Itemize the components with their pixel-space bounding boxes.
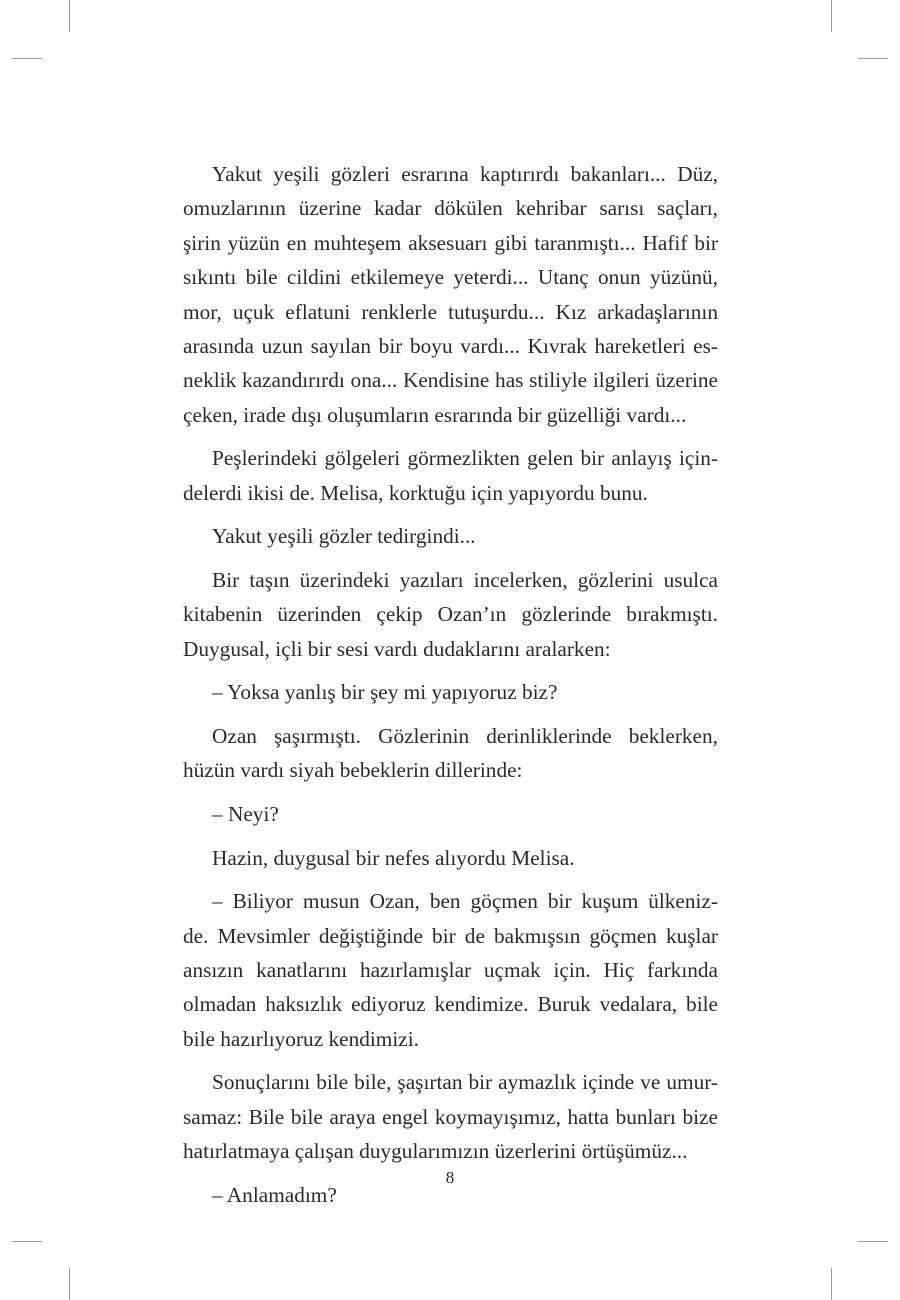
text-line: ansızın kanatlarını hazırlamışlar uçmak için. Hiç farkında: [183, 958, 718, 983]
text-line: – Neyi?: [212, 802, 279, 827]
text-line: – Biliyor musun Ozan, ben göçmen bir kuşum ülkeniz-: [212, 889, 718, 914]
text-line: arasında uzun sayılan bir boyu vardı... Kıvrak hareketleri es-: [183, 334, 718, 359]
paragraph: [183, 675, 718, 709]
crop-mark-top-left-vertical: [69, 0, 70, 32]
text-line: neklik kazandırırdı ona... Kendisine has stiliyle ilgileri üzerine: [183, 368, 718, 393]
text-line: bile hazırlıyoruz kendimizi.: [183, 1026, 419, 1051]
crop-mark-top-right-vertical: [831, 0, 832, 32]
text-line: hüzün vardı siyah bebeklerin dillerinde:: [183, 758, 523, 783]
text-line: hatırlatmaya çalışan duygularımızın üzerlerini örtüşümüz...: [183, 1139, 688, 1164]
text-line: – Yoksa yanlış bir şey mi yapıyoruz biz?: [212, 680, 558, 705]
crop-mark-bottom-right-vertical: [831, 1268, 832, 1300]
text-line: Bir taşın üzerindeki yazıları incelerken, gözlerini usulca: [212, 568, 718, 593]
text-line: de. Mevsimler değiştiğinde bir de bakmışsın göçmen kuşlar: [183, 923, 718, 948]
text-line: Hazin, duygusal bir nefes alıyordu Melisa.: [212, 845, 575, 870]
paragraph: [183, 1065, 718, 1168]
text-line: Sonuçlarını bile bile, şaşırtan bir aymazlık içinde ve umur-: [212, 1070, 718, 1095]
paragraph: [183, 841, 718, 875]
text-line: Duygusal, içli bir sesi vardı dudaklarını aralarken:: [183, 636, 611, 661]
paragraph: [183, 441, 718, 510]
crop-mark-bottom-left-vertical: [69, 1268, 70, 1300]
text-line: çeken, irade dışı oluşumların esrarında bir güzelliği vardı...: [183, 402, 687, 427]
text-line: mor, uçuk eflatuni renklerle tutuşurdu... Kız arkadaşlarının: [183, 299, 718, 324]
crop-mark-bottom-right-horizontal: [858, 1241, 888, 1242]
text-line: Yakut yeşili gözleri esrarına kaptırırdı bakanları... Düz,: [212, 162, 718, 186]
text-line: Yakut yeşili gözler tedirgindi...: [212, 524, 476, 549]
paragraph: [183, 884, 718, 1056]
text-line: delerdi ikisi de. Melisa, korktuğu için yapıyordu bunu.: [183, 480, 648, 505]
paragraph: [183, 157, 718, 432]
text-line: olmadan haksızlık ediyoruz kendimize. Buruk vedalara, bile: [183, 992, 718, 1017]
text-line: omuzlarının üzerine kadar dökülen kehribar sarısı saçları,: [183, 196, 718, 221]
text-line: – Anlamadım?: [212, 1182, 337, 1207]
paragraph: [183, 797, 718, 831]
text-line: kitabenin üzerinden çekip Ozan’ın gözlerinde bırakmıştı.: [183, 602, 718, 627]
text-line: samaz: Bile bile araya engel koymayışımız, hatta bunları bize: [183, 1104, 718, 1129]
text-line: Peşlerindeki gölgeleri görmezlikten gelen bir anlayış için-: [212, 446, 718, 471]
crop-mark-top-left-horizontal: [12, 58, 42, 59]
paragraph: [183, 519, 718, 553]
page-number: 8: [445, 1168, 455, 1187]
text-line: şirin yüzün en muhteşem aksesuarı gibi taranmıştı... Hafif bir: [183, 230, 718, 255]
text-line: sıkıntı bile cildini etkilemeye yeterdi... Utanç onun yüzünü,: [183, 265, 718, 290]
crop-mark-bottom-left-horizontal: [12, 1241, 42, 1242]
body-text: [183, 157, 718, 1221]
crop-mark-top-right-horizontal: [858, 58, 888, 59]
text-line: Ozan şaşırmıştı. Gözlerinin derinliklerinde beklerken,: [212, 724, 718, 749]
paragraph: [183, 563, 718, 666]
paragraph: [183, 719, 718, 788]
